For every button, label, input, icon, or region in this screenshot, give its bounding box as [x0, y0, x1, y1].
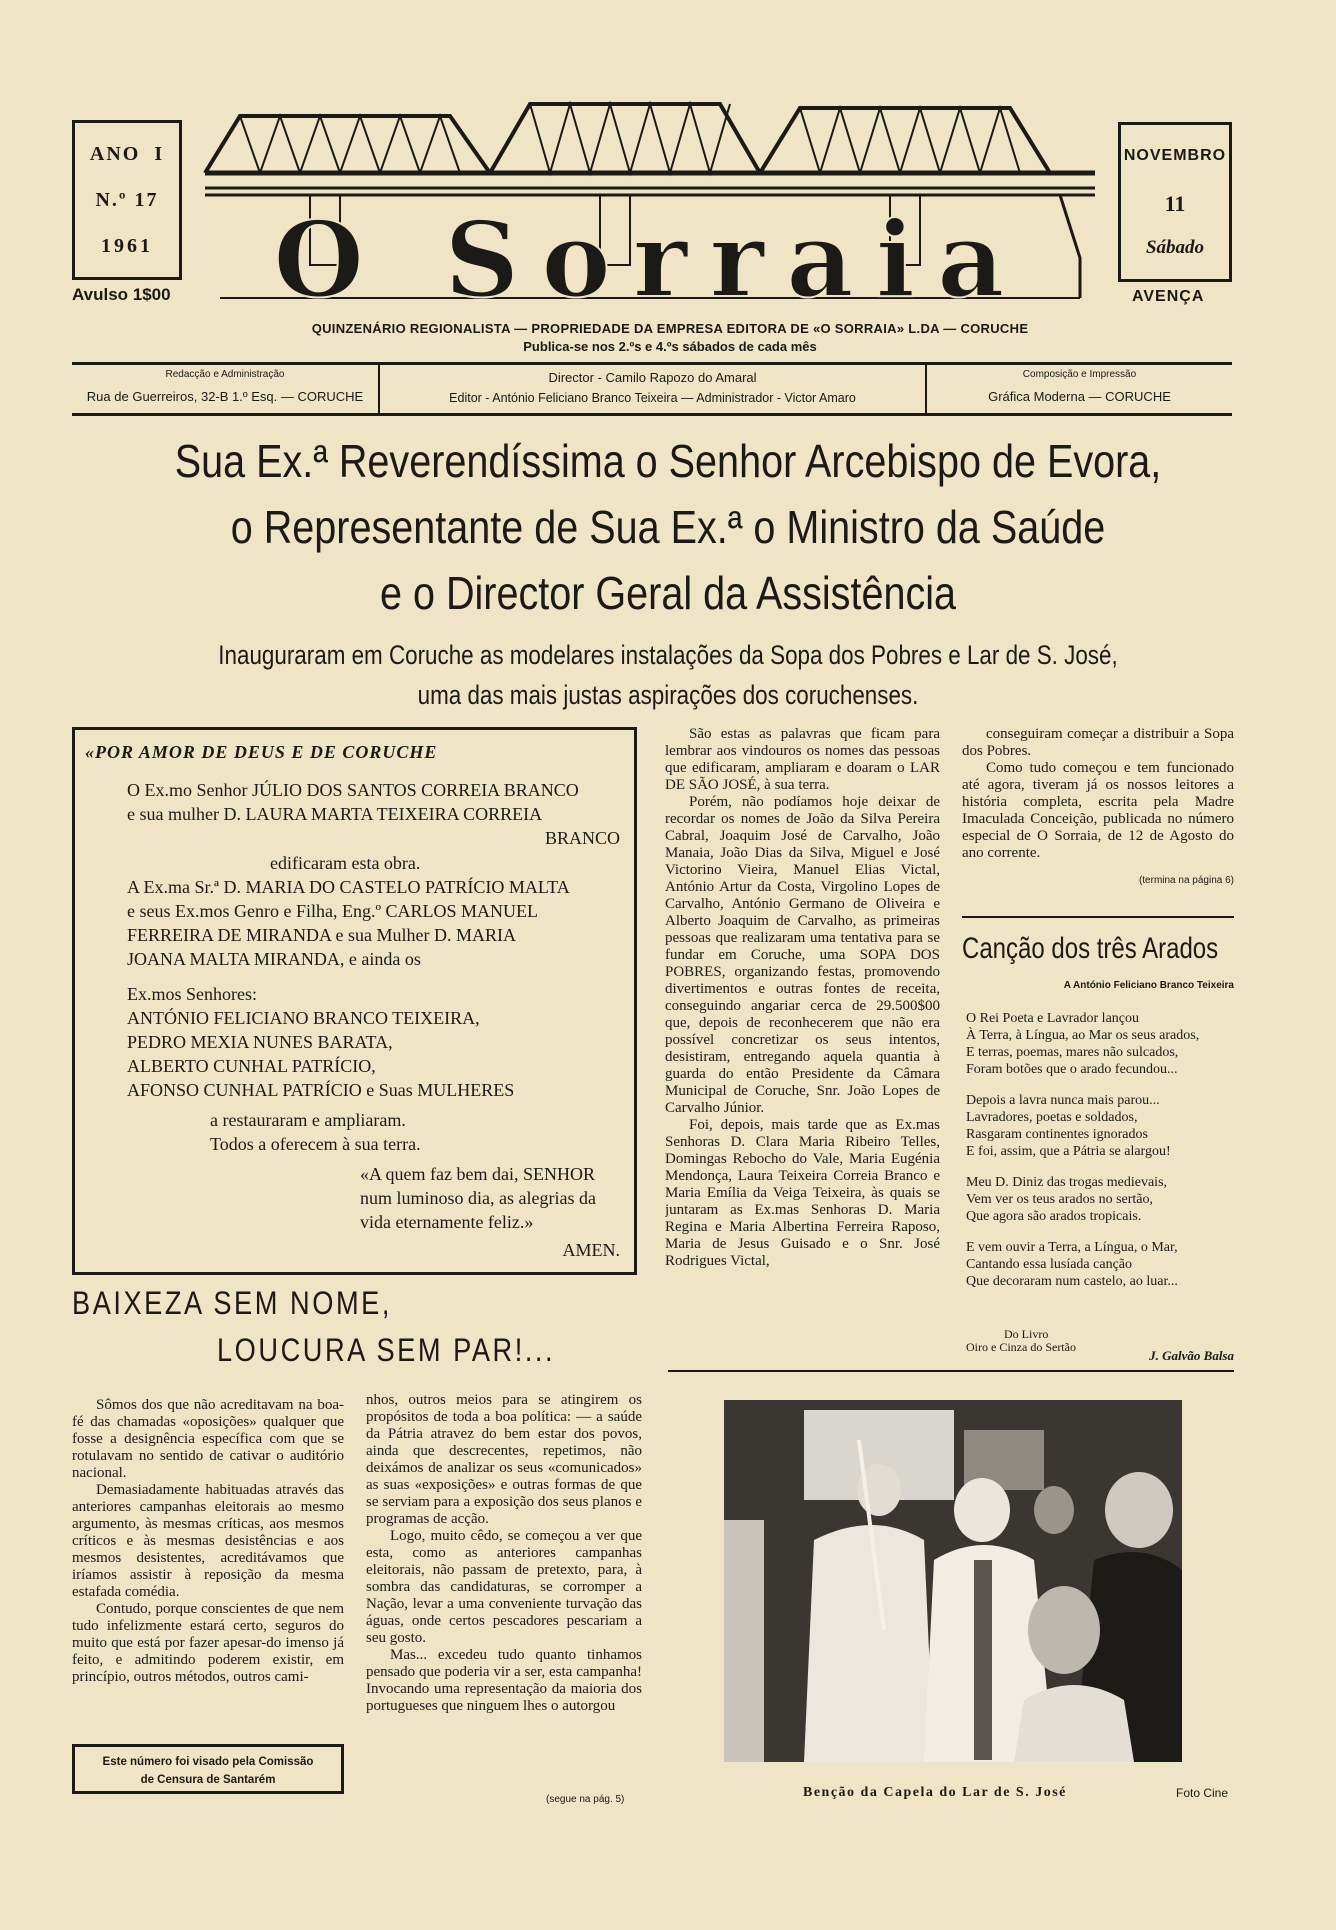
issue-year-volume: ANO I [89, 143, 165, 165]
printing-label: Composição e Impressão [1022, 369, 1137, 380]
dedication-line: ALBERTO CUNHAL PATRÍCIO, [127, 1056, 376, 1076]
director-line: Director - Camilo Rapozo do Amaral [548, 370, 757, 385]
dedication-line: Todos a oferecem à sua terra. [210, 1134, 421, 1154]
dedication-line: FERREIRA DE MIRANDA e sua Mulher D. MARIA [127, 925, 516, 945]
dedication-line: JOANA MALTA MIRANDA, e ainda os [127, 949, 421, 969]
subscription-label: AVENÇA [1132, 288, 1205, 305]
issue-month: NOVEMBRO [1123, 147, 1227, 164]
dedication-line: e seus Ex.mos Genro e Filha, Eng.º CARLOS MANUEL [127, 901, 539, 921]
dedication-line: ANTÓNIO FELICIANO BRANCO TEIXEIRA, [127, 1008, 480, 1028]
photo-credit: Foto Cine [1176, 1786, 1229, 1800]
poem-stanza [966, 1239, 1236, 1290]
dedication-line: BRANCO [544, 828, 620, 848]
article-paragraph: Contudo, porque conscientes de que nem tudo infelizmente estará certo, seguros do muito que está por fazer apesar-do imenso já feito, e admitindo poderem existir, em princípio, outros métodos, outros cami- [72, 1601, 344, 1685]
dedication-quote: «A quem faz bem dai, SENHOR [360, 1164, 595, 1184]
article-paragraph: Porém, não podíamos hoje deixar de recordar os nomes de João da Silva Pereira Cabral, Joaquim José de Carvalho, João Manaia, João Dias da Silva, Miguel e José Victorino Vieira, Manuel Elias Victal, António Artur da Costa, Virgolino Lopes de Carvalho, António Germano de Oliveira e Alberto Joaquim de Carvalho, as primeiras pessoas que realizaram uma tentativa para se fundar em Coruche, uma SOPA DOS POBRES, organizando festas, promovendo divertimentos e outras fontes de receita, conseguindo angariar cerca de 29.500$00 que, depois de reconhecerem que não era possível concretizar os seus intentos, desistiram, entregando aquela quantia à guarda do então Presidente da Câmara Municipal de Coruche, Snr. João Lopes de Carvalho Júnior. [665, 794, 940, 1116]
issue-year: 1961 [101, 235, 153, 257]
poem-body [966, 1010, 1236, 1290]
printing-value: Gráfica Moderna — CORUCHE [988, 389, 1171, 404]
info-bar-bottom-rule [72, 413, 1232, 416]
dedication-title: «POR AMOR DE DEUS E DE CORUCHE [85, 742, 438, 762]
article-middle-column [665, 726, 940, 1356]
dedication-line: Ex.mos Senhores: [127, 984, 257, 1004]
poem-verse: Rasgaram continentes ignorados [966, 1127, 1148, 1142]
issue-info-box [72, 120, 182, 280]
dedication-amen: AMEN. [562, 1240, 620, 1260]
date-box [1118, 122, 1232, 282]
poem-author: J. Galvão Balsa [1149, 1348, 1234, 1363]
poem-source-label: Do Livro [1004, 1327, 1049, 1341]
poem-dedication: A António Feliciano Branco Teixeira [1063, 980, 1234, 991]
poem-top-rule [962, 916, 1234, 918]
publication-subtitle: QUINZENÁRIO REGIONALISTA — PROPRIEDADE DA EMPRESA EDITORA DE «O SORRAIA» L.DA — CORUCHE [311, 321, 1029, 336]
headline-subtitle-1: Inauguraram em Coruche as modelares instalações da Sopa dos Pobres e Lar de S. José, [218, 640, 1118, 670]
poem-verse: E terras, poemas, mares não sulcados, [966, 1045, 1179, 1060]
poem-verse: Que decoraram num castelo, ao luar... [966, 1274, 1178, 1289]
poem-verse: À Terra, à Língua, ao Mar os seus arados, [966, 1028, 1200, 1043]
continued-note: (segue na pág. 5) [546, 1794, 625, 1805]
dedication-line: edificaram esta obra. [270, 853, 421, 873]
article-paragraph: conseguiram começar a distribuir a Sopa dos Pobres. [962, 726, 1234, 759]
poem-stanza [966, 1092, 1236, 1160]
poem-verse: Depois a lavra nunca mais parou... [966, 1093, 1160, 1108]
dedication-line: AFONSO CUNHAL PATRÍCIO e Suas MULHERES [127, 1080, 515, 1100]
issue-weekday: Sábado [1145, 237, 1205, 258]
poem-stanza [966, 1010, 1236, 1078]
issue-day: 11 [1164, 191, 1186, 216]
single-copy-price: Avulso 1$00 [72, 285, 171, 304]
article-paragraph: São estas as palavras que ficam para lembrar aos vindouros os nomes das pessoas que edificaram, ampliaram e doaram o LAR DE SÃO JOSÉ, à sua terra. [665, 726, 940, 793]
article-paragraph: Logo, muito cêdo, se começou a ver que esta, como as anteriores campanhas eleitorais, não passam de pretexto, para, à sombra das candidaturas, se corromper a Nação, levar a uma conveniente turvação das águas, onde certos pescadores pescariam a seu gosto. [366, 1528, 642, 1646]
poem-verse: Lavradores, poetas e soldados, [966, 1110, 1138, 1125]
censorship-line: de Censura de Santarém [140, 1774, 276, 1786]
poem-title: Canção dos três Arados [962, 932, 1219, 965]
dedication-quote: vida eternamente feliz.» [360, 1212, 534, 1232]
editor-admin-line: Editor - António Feliciano Branco Teixeira — Administrador - Victor Amaro [449, 391, 856, 405]
poem-verse: Cantando essa lusíada canção [966, 1257, 1132, 1272]
censorship-line: Este número foi visado pela Comissão [102, 1756, 314, 1768]
article-right-column [962, 726, 1234, 889]
ceremony-photo [724, 1400, 1182, 1762]
article-paragraph: Sômos dos que não acreditavam na boa-fé das chamadas «oposições» qualquer que fosse a designência específica com que se rotulavam no sentido de cativar o auditório nacional. [72, 1397, 344, 1481]
dedication-line: A Ex.ma Sr.ª D. MARIA DO CASTELO PATRÍCIO MALTA [127, 877, 570, 897]
article-title-line-2: LOUCURA SEM PAR!... [217, 1332, 556, 1368]
dedication-line: PEDRO MEXIA NUNES BARATA, [127, 1032, 393, 1052]
publication-schedule: Publica-se nos 2.ºs e 4.ºs sábados de cada mês [523, 339, 817, 354]
ceremony-photo-image [724, 1400, 1182, 1762]
poem-bottom-rule [668, 1370, 1234, 1372]
editorial-office-address: Rua de Guerreiros, 32-B 1.º Esq. — CORUCHE [86, 389, 364, 404]
dedication-line: O Ex.mo Senhor JÚLIO DOS SANTOS CORREIA BRANCO [127, 780, 579, 800]
dedication-box [72, 727, 637, 1275]
article2-column-2 [366, 1392, 642, 1790]
dedication-quote: num luminoso dia, as alegrias da [360, 1188, 596, 1208]
article-paragraph: Demasiadamente habituadas através das anteriores campanhas eleitorais ao mesmo argumento, às mesmas críticas, aos mesmos críticos e às mesmas desistências e aos mesmos desistentes, acreditávamos que iríamos assistir à reposição da mesma estafada comédia. [72, 1482, 344, 1600]
poem-verse: O Rei Poeta e Lavrador lançou [966, 1011, 1139, 1026]
poem-verse: E foi, assim, que a Pátria se alargou! [966, 1144, 1171, 1159]
article-paragraph: Foi, depois, mais tarde que as Ex.mas Senhoras D. Clara Maria Ribeiro Telles, Domingas Rebocho do Vale, Maria Eugénia Mendonça, Laura Teixeira Correia Branco e Maria Emília da Veiga Teixeira, às quais se juntaram as Ex.mas Senhoras D. Maria Regina e Maria Albertina Ferreira Raposo, Maria de Jesus Guisado e o Snr. José Rodrigues Victal, [665, 1117, 940, 1269]
article-title-line-1: BAIXEZA SEM NOME, [72, 1285, 392, 1321]
article-paragraph: Como tudo começou e tem funcionado até agora, tiveram já os nossos leitores a história completa, escrita pela Madre Imaculada Conceição, publicada no número especial de O Sorraia, de 12 de Agosto do ano corrente. [962, 760, 1234, 861]
censorship-notice [72, 1744, 344, 1794]
poem-verse: Meu D. Diniz das trogas medievais, [966, 1175, 1168, 1190]
article-paragraph: nhos, outros meios para se atingirem os propósitos de toda a boa política: — a saúde da Pátria atravez do bem estar dos povos, ainda que descrecentes, repetimos, não deixámos de analizar os seus «comunicados» as suas «exposições» e outras formas de que se serviam para a exposição dos seus planos e programas de acção. [366, 1392, 642, 1527]
poem-verse: Foram botões que o arado fecundou... [966, 1062, 1178, 1077]
headline-line-1: Sua Ex.ª Reverendíssima o Senhor Arcebispo de Evora, [174, 435, 1162, 487]
poem-verse: Que agora são arados tropicais. [966, 1209, 1142, 1224]
bridge-illustration [200, 98, 1100, 318]
article-paragraph: Mas... excedeu tudo quanto tinhamos pensado que poderia vir a ser, esta campanha! Invocando uma representação da maioria dos portugueses que ninguem lhes o autorgou [366, 1647, 642, 1714]
headline-line-2: o Representante de Sua Ex.ª o Ministro da Saúde [230, 501, 1106, 553]
headline-subtitle-2: uma das mais justas aspirações dos coruchenses. [417, 680, 919, 710]
poem-stanza [966, 1174, 1236, 1225]
article2-column-1 [72, 1397, 344, 1739]
headline-line-3: e o Director Geral da Assistência [379, 567, 957, 619]
headline [40, 428, 1296, 626]
newspaper-title-logo: O Sorraia [273, 198, 1027, 318]
dedication-line: a restauraram e ampliaram. [210, 1110, 406, 1130]
poem-verse: Vem ver os teus arados no sertão, [966, 1192, 1154, 1207]
editorial-office-label: Redacção e Administração [165, 369, 285, 380]
issue-number: N.º 17 [95, 189, 159, 211]
dedication-line: e sua mulher D. LAURA MARTA TEIXEIRA CORREIA [127, 804, 543, 824]
info-bar-top-rule [72, 362, 1232, 365]
continued-note: (termina na página 6) [1138, 875, 1234, 886]
photo-caption: Benção da Capela do Lar de S. José [803, 1785, 1067, 1800]
poem-verse: E vem ouvir a Terra, a Língua, o Mar, [966, 1240, 1178, 1255]
poem-source-book: Oiro e Cinza do Sertão [966, 1340, 1076, 1354]
